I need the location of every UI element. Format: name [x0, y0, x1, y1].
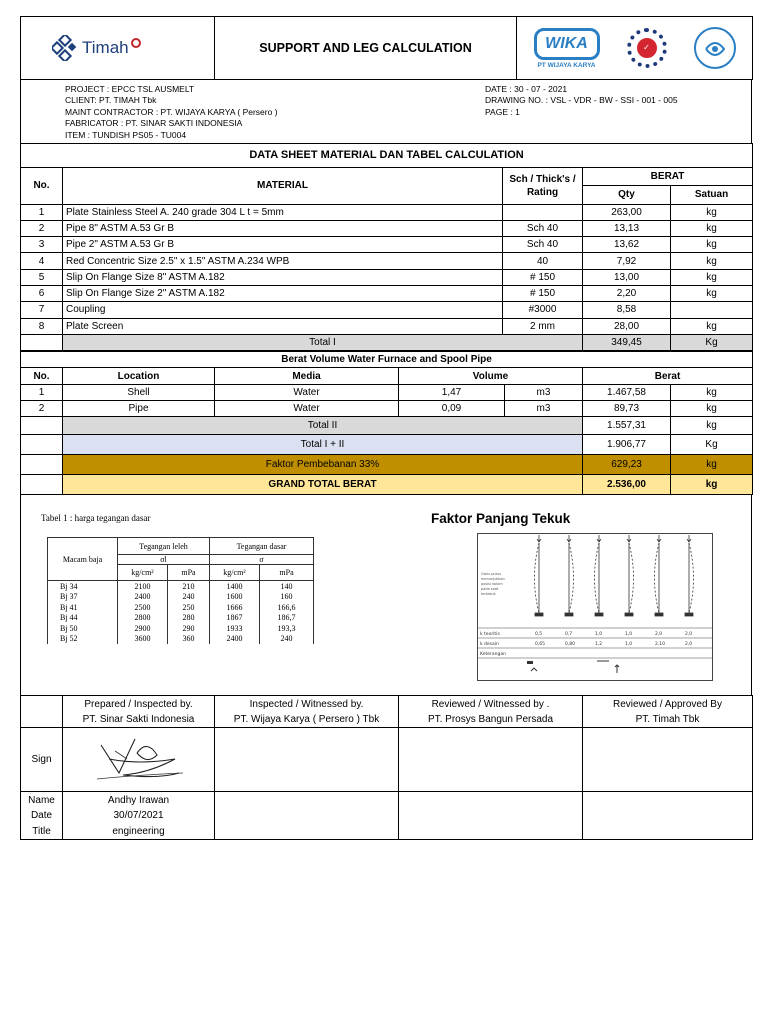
k-value: 0,5 — [535, 632, 543, 638]
row-qty: 2,20 — [583, 285, 671, 301]
tabel1-cell-d-kg: 1666 — [210, 602, 260, 613]
table-row — [21, 302, 753, 318]
row-volume: 1,47 — [399, 384, 505, 400]
row-material: Coupling — [63, 302, 503, 318]
row-no: 5 — [21, 269, 63, 285]
tabel1-unit: mPa — [168, 564, 210, 580]
row-qty: 13,62 — [583, 237, 671, 253]
tabel1-cell-l-kg: 3600 — [118, 633, 168, 644]
row-qty: 7,92 — [583, 253, 671, 269]
row-satuan: kg — [671, 318, 753, 334]
tabel1-cell-l-mpa: 290 — [168, 623, 210, 634]
tabel1-cell-l-mpa: 280 — [168, 612, 210, 623]
tabel1-cell-l-kg: 2900 — [118, 623, 168, 634]
tabel1-cell-d-mpa: 166,6 — [260, 602, 314, 613]
row-qty: 28,00 — [583, 318, 671, 334]
total-i-unit: Kg — [671, 334, 753, 350]
tabel1-cell-d-kg: 1933 — [210, 623, 260, 634]
tabel1-col-dasar: Tegangan dasar — [210, 538, 314, 554]
row-material: Slip On Flange Size 2" ASTM A.182 — [63, 285, 503, 301]
project-line: PROJECT : EPCC TSL AUSMELT — [65, 83, 195, 94]
keterangan-label: Keterangan — [480, 652, 506, 658]
fabricator-line: FABRICATOR : PT. SINAR SAKTI INDONESIA — [65, 118, 243, 129]
col-no2-header: No. — [21, 368, 63, 384]
row-satuan: kg — [671, 269, 753, 285]
header-table — [20, 16, 753, 80]
col-sch-header: Sch / Thick's / Rating — [503, 167, 583, 204]
total-ii-unit: kg — [671, 417, 753, 435]
row-sch: # 150 — [503, 285, 583, 301]
row-media: Water — [215, 384, 399, 400]
tabel1-cell-l-mpa: 240 — [168, 591, 210, 602]
tabel1-cell-d-mpa: 240 — [260, 633, 314, 644]
tabel1-cell-d-kg: 1867 — [210, 612, 260, 623]
k-desain-label: k desain — [480, 642, 499, 648]
row-no: 6 — [21, 285, 63, 301]
faktor-row — [21, 455, 753, 475]
page-title: SUPPORT AND LEG CALCULATION — [215, 17, 517, 80]
reviewed-company: PT. Prosys Bangun Persada — [399, 712, 583, 728]
tabel1-col-macam: Macam baja — [48, 538, 118, 581]
faktor-label: Faktor Pembebanan 33% — [63, 455, 583, 475]
iso-badge-icon — [694, 27, 736, 69]
col-berat-header: BERAT — [583, 167, 753, 185]
total-ii-row — [21, 417, 753, 435]
row-sch: #3000 — [503, 302, 583, 318]
col-qty-header: Qty — [583, 185, 671, 204]
table-row — [21, 285, 753, 301]
gear-seal-icon: ✓ — [627, 28, 667, 68]
row-berat: 89,73 — [583, 401, 671, 417]
grand-total-unit: kg — [671, 475, 753, 495]
tabel1-cell-baja: Bj 50 — [48, 623, 118, 634]
material-section-title: DATA SHEET MATERIAL DAN TABEL CALCULATION — [21, 143, 753, 167]
date-value: 30/07/2021 — [63, 808, 215, 824]
tabel1-cell-baja: Bj 44 — [48, 612, 118, 623]
tabel1-cell-l-mpa: 250 — [168, 602, 210, 613]
row-qty: 263,00 — [583, 204, 671, 220]
row-no: 3 — [21, 237, 63, 253]
support-base-icon — [625, 613, 633, 616]
calculation-sheet — [20, 16, 752, 840]
name-label: Name — [21, 792, 63, 808]
row-no: 2 — [21, 401, 63, 417]
tabel1-figure — [47, 537, 313, 667]
row-unit: kg — [671, 384, 753, 400]
buckling-diagram — [477, 533, 713, 681]
row-qty: 8,58 — [583, 302, 671, 318]
tabel1-caption: Tabel 1 : harga tegangan dasar — [41, 513, 151, 524]
name-value: Andhy Irawan — [63, 792, 215, 808]
k-value: 1,0 — [595, 632, 603, 638]
total-i-ii-unit: Kg — [671, 435, 753, 455]
row-qty: 13,13 — [583, 220, 671, 236]
table-row — [21, 269, 753, 285]
svg-text:tertekuk: tertekuk — [481, 592, 496, 597]
title-value: engineering — [63, 824, 215, 840]
row-material: Slip On Flange Size 8" ASTM A.182 — [63, 269, 503, 285]
wika-logo — [534, 28, 600, 69]
row-location: Pipe — [63, 401, 215, 417]
row-material: Plate Screen — [63, 318, 503, 334]
row-qty: 13,00 — [583, 269, 671, 285]
col-berat2-header: Berat — [583, 368, 753, 384]
tabel1-cell-l-kg: 2500 — [118, 602, 168, 613]
table-row — [21, 318, 753, 334]
signature-prepared — [63, 728, 215, 792]
tabel1-col-leleh: Tegangan leleh — [118, 538, 210, 554]
row-sch: 40 — [503, 253, 583, 269]
row-volume-unit: m3 — [505, 401, 583, 417]
grand-total-value: 2.536,00 — [583, 475, 671, 495]
total-i-ii-label: Total I + II — [63, 435, 583, 455]
material-table — [20, 143, 753, 352]
table-row — [21, 253, 753, 269]
tabel1-row — [48, 633, 314, 644]
tabel1-cell-d-mpa: 140 — [260, 581, 314, 592]
water-section-title: Berat Volume Water Furnace and Spool Pipe — [21, 352, 753, 368]
total-i-label: Total I — [63, 334, 583, 350]
inspected-by-label: Inspected / Witnessed by. — [215, 696, 399, 712]
tabel1-unit: mPa — [260, 564, 314, 580]
table-row — [21, 384, 753, 400]
row-media: Water — [215, 401, 399, 417]
tabel1-sym-dasar: σ — [210, 554, 314, 564]
tabel1-cell-l-kg: 2400 — [118, 591, 168, 602]
col-media-header: Media — [215, 368, 399, 384]
date-label: Date — [21, 808, 63, 824]
support-base-icon — [565, 613, 573, 616]
k-value: 2,10 — [655, 642, 666, 648]
table-row — [21, 237, 753, 253]
tabel1-row — [48, 623, 314, 634]
timah-logo — [21, 17, 215, 80]
row-material: Pipe 2" ASTM A.53 Gr B — [63, 237, 503, 253]
client-line: CLIENT: PT. TIMAH Tbk — [65, 95, 157, 106]
timah-mark-icon — [52, 35, 78, 61]
table-row — [21, 401, 753, 417]
k-teori-label: k teoritis — [480, 632, 500, 638]
k-value: 1,0 — [625, 642, 633, 648]
prepared-by-label: Prepared / Inspected by. — [63, 696, 215, 712]
row-no: 1 — [21, 204, 63, 220]
grand-total-label: GRAND TOTAL BERAT — [63, 475, 583, 495]
tabel1-sym-leleh: σl — [118, 554, 210, 564]
faktor-value: 629,23 — [583, 455, 671, 475]
row-satuan: kg — [671, 204, 753, 220]
water-volume-table — [20, 351, 753, 495]
table-row — [21, 220, 753, 236]
row-volume-unit: m3 — [505, 384, 583, 400]
k-value: 2,0 — [685, 642, 693, 648]
row-material: Plate Stainless Steel A. 240 grade 304 L t = 5mm — [63, 204, 503, 220]
k-value: 0,80 — [565, 642, 576, 648]
support-base-icon — [535, 613, 543, 616]
wika-logo-text: WIKA — [534, 28, 600, 60]
row-satuan: kg — [671, 253, 753, 269]
tabel1-cell-d-mpa: 186,7 — [260, 612, 314, 623]
prepared-company: PT. Sinar Sakti Indonesia — [63, 712, 215, 728]
row-location: Shell — [63, 384, 215, 400]
svg-text:pada saat: pada saat — [481, 587, 499, 592]
row-no: 2 — [21, 220, 63, 236]
total-i-value: 349,45 — [583, 334, 671, 350]
total-ii-label: Total II — [63, 417, 583, 435]
row-sch — [503, 204, 583, 220]
partner-logos — [517, 17, 753, 80]
tabel1-row — [48, 581, 314, 592]
tabel1-body — [47, 581, 314, 644]
item-line: ITEM : TUNDISH PS05 - TU004 — [65, 129, 187, 140]
row-sch: 2 mm — [503, 318, 583, 334]
total-ii-value: 1.557,31 — [583, 417, 671, 435]
tabel1-cell-d-mpa: 160 — [260, 591, 314, 602]
tabel1-cell-baja: Bj 41 — [48, 602, 118, 613]
grand-total-row — [21, 475, 753, 495]
row-satuan: kg — [671, 237, 753, 253]
tabel1-cell-baja: Bj 52 — [48, 633, 118, 644]
row-berat: 1.467,58 — [583, 384, 671, 400]
tabel1-cell-d-kg: 1600 — [210, 591, 260, 602]
title-label: Title — [21, 824, 63, 840]
svg-text:posisi kolom: posisi kolom — [481, 582, 503, 587]
support-base-icon — [685, 613, 693, 616]
col-satuan-header: Satuan — [671, 185, 753, 204]
tabel1-cell-d-mpa: 193,3 — [260, 623, 314, 634]
timah-o-icon — [131, 38, 141, 48]
row-unit: kg — [671, 401, 753, 417]
tabel1-row — [48, 612, 314, 623]
tabel1-cell-l-kg: 2800 — [118, 612, 168, 623]
drawing-line: DRAWING NO. : VSL - VDR - BW - SSI - 001 - 005 — [485, 95, 678, 106]
svg-text:menunjukkan: menunjukkan — [481, 577, 505, 582]
faktor-unit: kg — [671, 455, 753, 475]
k-value: 0,65 — [535, 642, 546, 648]
tabel1-cell-d-kg: 1400 — [210, 581, 260, 592]
signoff-table — [20, 695, 753, 840]
row-no: 7 — [21, 302, 63, 318]
reference-figures — [20, 495, 752, 695]
svg-text:Garis putus: Garis putus — [481, 572, 502, 577]
timah-logo-text: Timah — [82, 38, 129, 57]
k-value: 2,0 — [685, 632, 693, 638]
row-satuan — [671, 302, 753, 318]
row-sch: Sch 40 — [503, 237, 583, 253]
tabel1-cell-l-mpa: 210 — [168, 581, 210, 592]
col-volume-header: Volume — [399, 368, 583, 384]
sign-label: Sign — [21, 728, 63, 792]
signature-image — [79, 729, 199, 787]
col-no-header: No. — [21, 167, 63, 204]
row-no: 1 — [21, 384, 63, 400]
row-satuan: kg — [671, 285, 753, 301]
total-i-ii-row — [21, 435, 753, 455]
tabel1-cell-l-mpa: 360 — [168, 633, 210, 644]
support-base-icon — [595, 613, 603, 616]
date-line: DATE : 30 - 07 - 2021 — [485, 83, 568, 94]
faktor-tekuk-title: Faktor Panjang Tekuk — [431, 511, 571, 527]
support-base-icon — [655, 613, 663, 616]
tabel1-row — [48, 602, 314, 613]
tabel1-unit: kg/cm² — [118, 564, 168, 580]
row-sch: Sch 40 — [503, 220, 583, 236]
reviewed-approved-label: Reviewed / Approved By — [583, 696, 753, 712]
row-volume: 0,09 — [399, 401, 505, 417]
row-material: Pipe 8" ASTM A.53 Gr B — [63, 220, 503, 236]
k-value: 2,0 — [655, 632, 663, 638]
reviewed-witnessed-label: Reviewed / Witnessed by . — [399, 696, 583, 712]
total-i-ii-value: 1.906,77 — [583, 435, 671, 455]
tabel1-row — [48, 591, 314, 602]
tabel1-unit: kg/cm² — [210, 564, 260, 580]
wika-logo-subtitle: PT WIJAYA KARYA — [537, 61, 596, 69]
page-line: PAGE : 1 — [485, 106, 520, 117]
table-row — [21, 204, 753, 220]
k-value: 1,0 — [625, 632, 633, 638]
col-material-header: MATERIAL — [63, 167, 503, 204]
maint-contractor-line: MAINT CONTRACTOR : PT. WIJAYA KARYA ( Persero ) — [65, 106, 278, 117]
tabel1-cell-d-kg: 2400 — [210, 633, 260, 644]
project-info — [20, 80, 752, 143]
approved-company: PT. Timah Tbk — [583, 712, 753, 728]
tabel1-cell-l-kg: 2100 — [118, 581, 168, 592]
row-satuan: kg — [671, 220, 753, 236]
k-value: 1,2 — [595, 642, 603, 648]
total-i-row — [21, 334, 753, 350]
k-value: 0,7 — [565, 632, 573, 638]
tabel1-cell-baja: Bj 37 — [48, 591, 118, 602]
inspected-company: PT. Wijaya Karya ( Persero ) Tbk — [215, 712, 399, 728]
row-no: 8 — [21, 318, 63, 334]
row-material: Red Concentric Size 2.5" x 1.5" ASTM A.234 WPB — [63, 253, 503, 269]
col-location-header: Location — [63, 368, 215, 384]
row-no: 4 — [21, 253, 63, 269]
row-sch: # 150 — [503, 269, 583, 285]
tabel1-cell-baja: Bj 34 — [48, 581, 118, 592]
